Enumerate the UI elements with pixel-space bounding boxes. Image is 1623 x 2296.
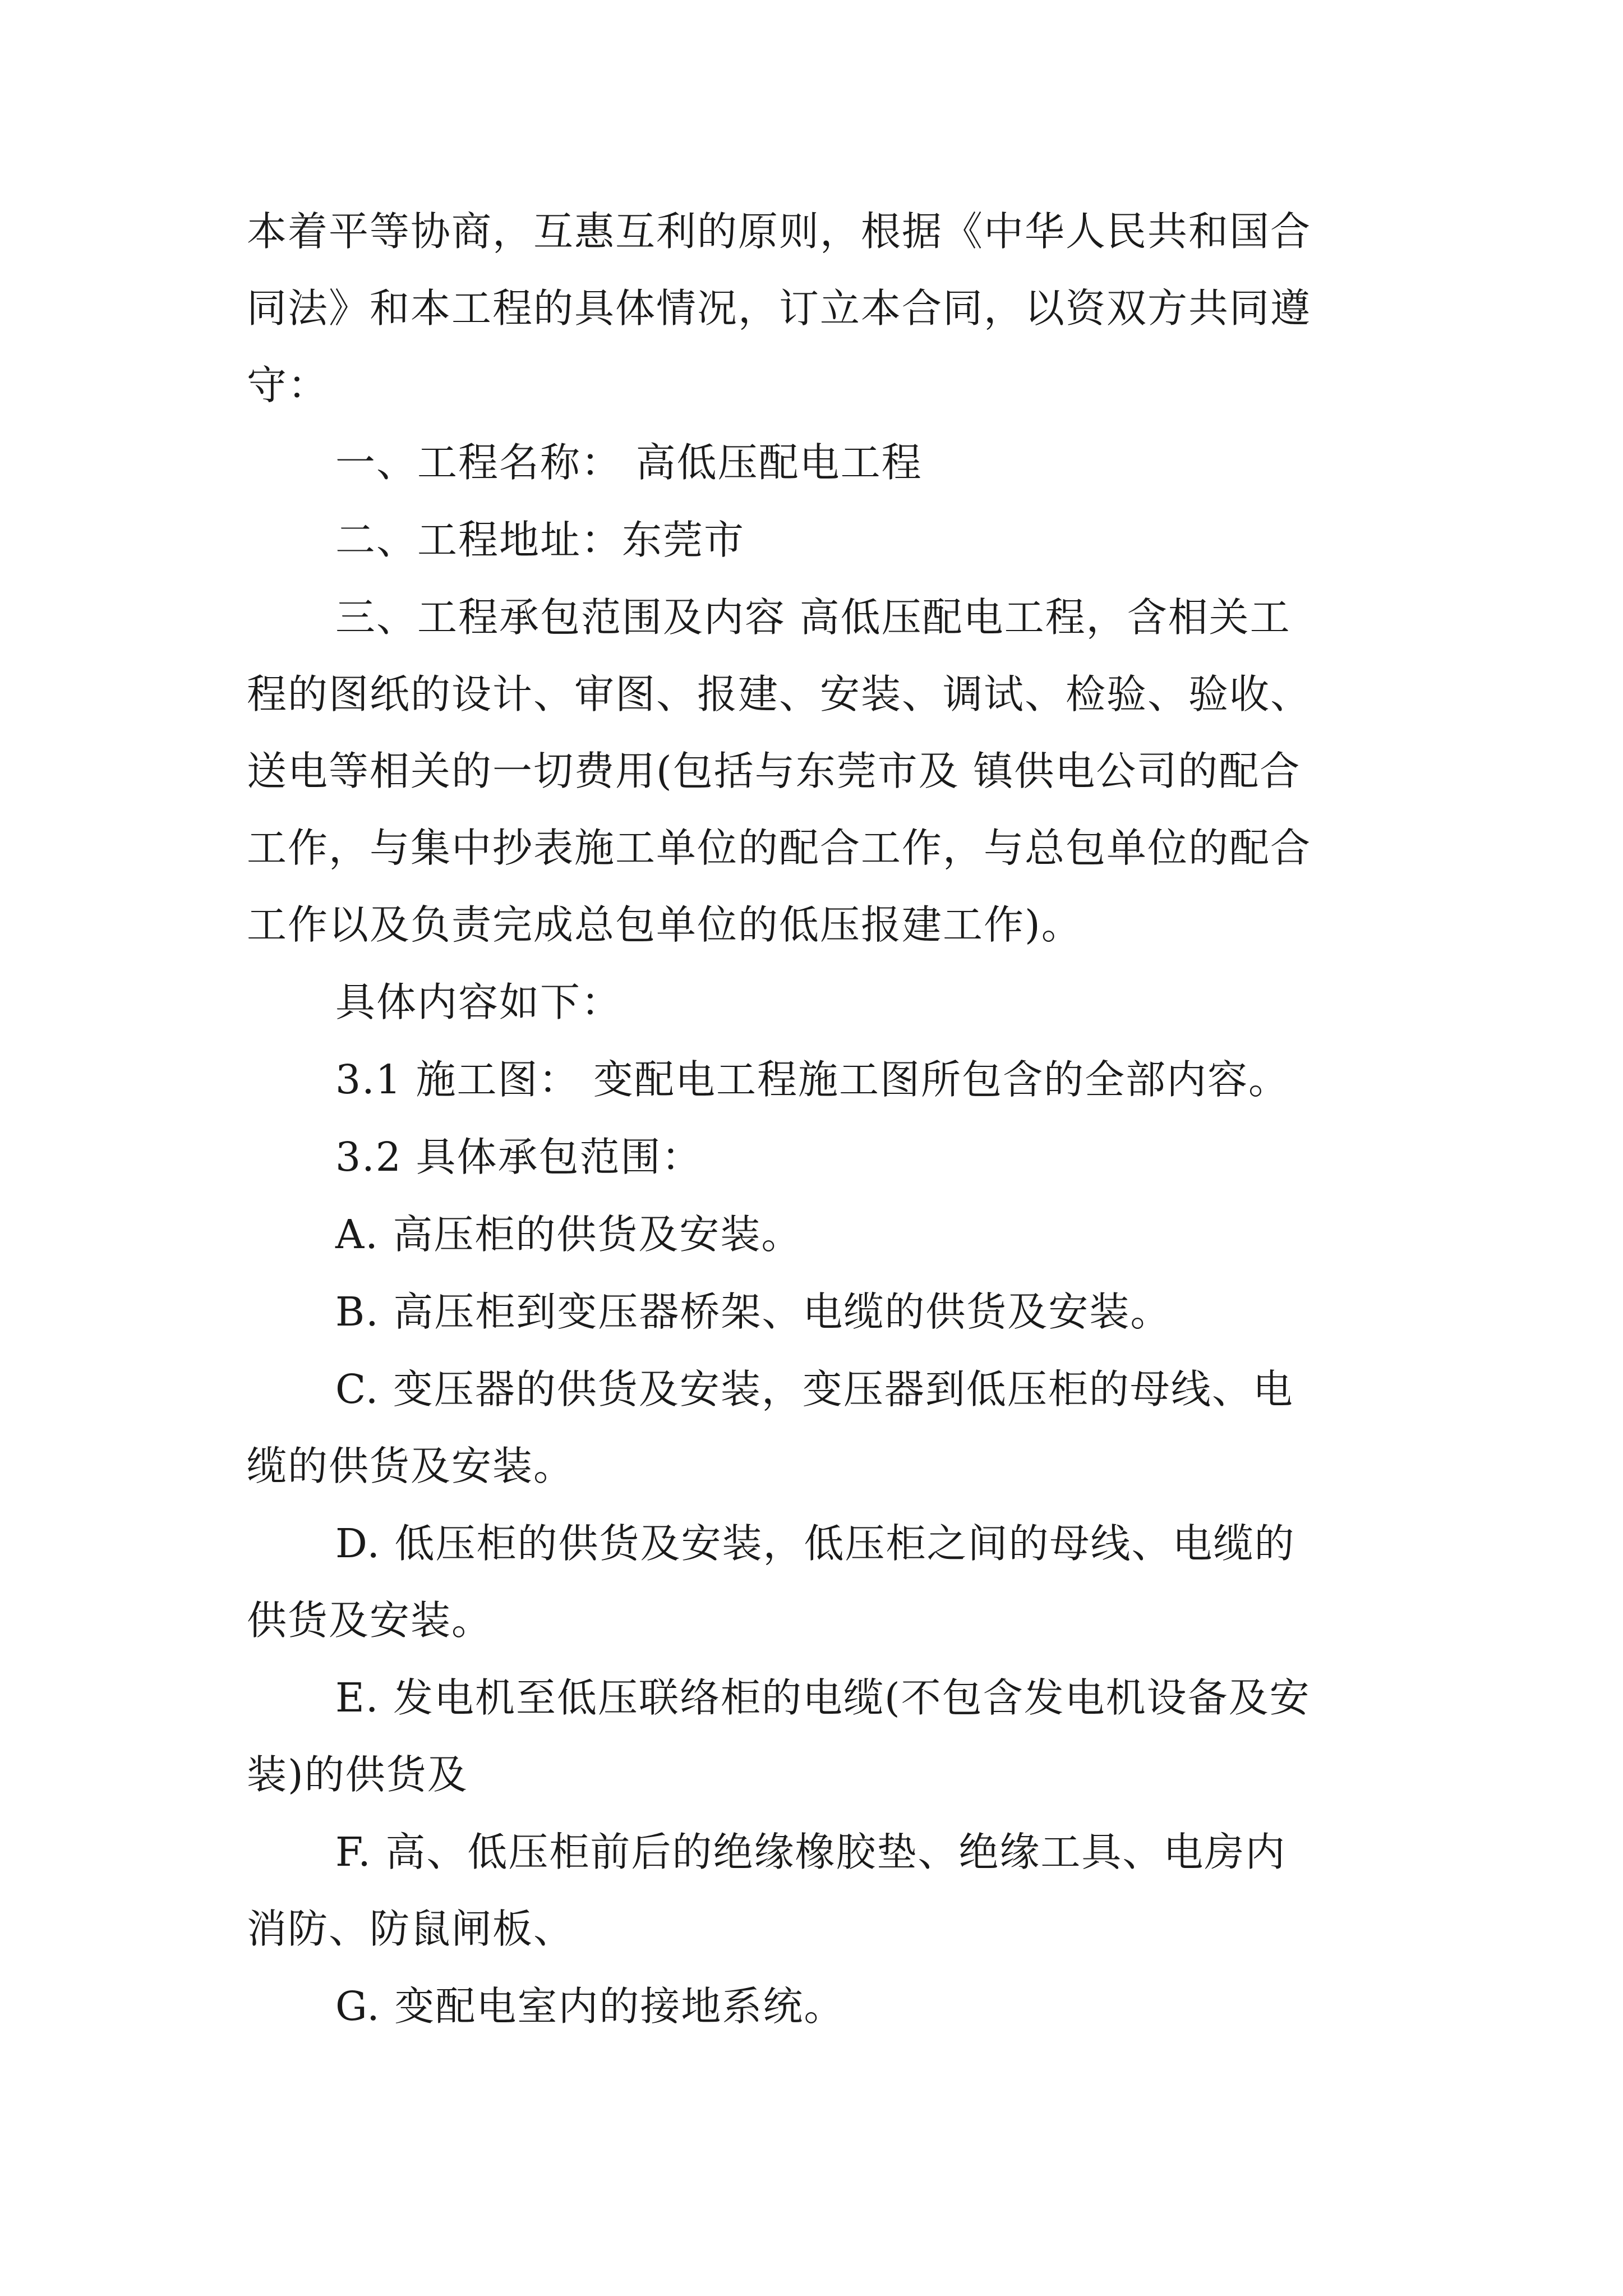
paragraph-line: F. 高、低压柜前后的绝缘橡胶垫、绝缘工具、电房内 (335, 1829, 1287, 1875)
paragraph-line: G. 变配电室内的接地系统。 (335, 1983, 845, 2030)
paragraph-line: 具体内容如下： (335, 979, 623, 1025)
paragraph-line: C. 变压器的供货及安装，变压器到低压柜的母线、电 (335, 1366, 1294, 1412)
paragraph-line: 3.1 施工图： 变配电工程施工图所包含的全部内容。 (335, 1056, 1290, 1103)
paragraph-line: 工作，与集中抄表施工单位的配合工作，与总包单位的配合 (247, 825, 1312, 871)
paragraph-line: 同法》和本工程的具体情况，订立本合同，以资双方共同遵 (247, 285, 1312, 332)
paragraph-line: 守： (247, 362, 329, 408)
paragraph-line: 供货及安装。 (247, 1597, 493, 1644)
paragraph-line: E. 发电机至低压联络柜的电缆(不包含发电机设备及安 (335, 1674, 1311, 1721)
paragraph-line: D. 低压柜的供货及安装，低压柜之间的母线、电缆的 (335, 1520, 1295, 1567)
paragraph-line: 装)的供货及 (247, 1751, 468, 1798)
paragraph-line: 工作以及负责完成总包单位的低压报建工作)。 (247, 901, 1082, 948)
paragraph-line: 二、工程地址：东莞市 (335, 517, 745, 563)
paragraph-line: 送电等相关的一切费用(包括与东莞市及 镇供电公司的配合 (247, 748, 1301, 794)
paragraph-line: 三、工程承包范围及内容 高低压配电工程，含相关工 (335, 594, 1291, 641)
paragraph-line: 消防、防鼠闸板、 (247, 1906, 575, 1952)
paragraph-line: 缆的供货及安装。 (247, 1443, 575, 1489)
paragraph-line: 3.2 具体承包范围： (335, 1134, 703, 1180)
paragraph-line: 一、工程名称： 高低压配电工程 (335, 439, 923, 486)
paragraph-line: A. 高压柜的供货及安装。 (335, 1211, 803, 1258)
paragraph-line: 程的图纸的设计、审图、报建、安装、调试、检验、验收、 (247, 671, 1312, 717)
paragraph-line: 本着平等协商，互惠互利的原则，根据《中华人民共和国合 (247, 208, 1312, 255)
paragraph-line: B. 高压柜到变压器桥架、电缆的供货及安装。 (335, 1289, 1172, 1335)
